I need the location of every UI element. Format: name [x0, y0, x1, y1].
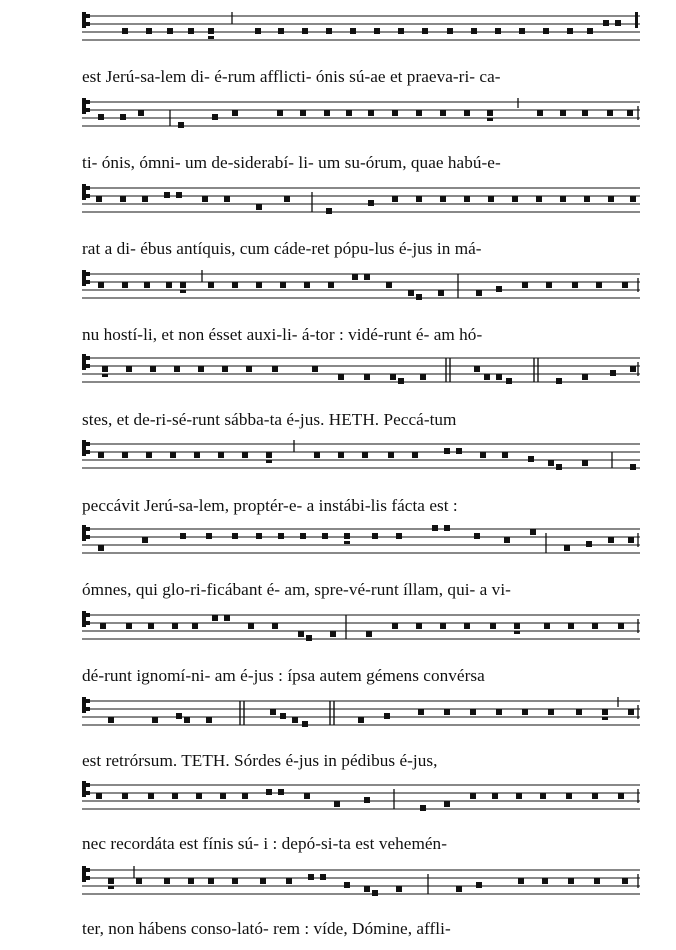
chant-staff-7 — [82, 523, 642, 557]
lyric-line-2: ti- ónis, ómni- um de-siderabí- li- um su-órum, quae habú-e- — [82, 153, 501, 172]
chant-staff-3 — [82, 182, 642, 216]
lyric-line-5 — [82, 409, 644, 431]
lyric-line-7: ómnes, qui glo-ri-ficábant é- am, spre-vé-runt íllam, qui- a vi- — [82, 580, 511, 599]
lyric-line-3: rat a di- ébus antíquis, cum cáde-ret pópu-lus é-jus in má- — [82, 239, 482, 258]
lyric-line-5-text: stes, et de-ri-sé-runt sábba-ta é-jus. HETH. Peccá-tum — [82, 410, 457, 429]
chant-staff-10 — [82, 779, 642, 813]
lyric-line-9: est retrórsum. TETH. Sórdes é-jus in pédibus é-jus, — [82, 751, 438, 770]
lyric-line-10: nec recordáta est fínis sú- i : depó-si-ta est vehemén- — [82, 834, 447, 853]
chant-staff-8 — [82, 609, 642, 643]
lyric-line-11: ter, non hábens conso-lató- rem : víde, Dómine, affli- — [82, 919, 451, 938]
chant-staff-1 — [82, 10, 642, 44]
lyric-line-8: dé-runt ignomí-ni- am é-jus : ípsa autem gémens convérsa — [82, 666, 485, 685]
chant-staff-9 — [82, 695, 642, 729]
chant-staff-4 — [82, 268, 642, 302]
chant-staff-6 — [82, 438, 642, 472]
chant-staff-11 — [82, 864, 642, 898]
chant-staff-2 — [82, 96, 642, 130]
lyric-line-6: peccávit Jerú-sa-lem, proptér-e- a instábi-lis fácta est : — [82, 496, 458, 515]
chant-staff-5 — [82, 352, 642, 386]
lyric-line-4: nu hostí-li, et non ésset auxi-li- á-tor : vidé-runt é- am hó- — [82, 325, 483, 344]
lyric-line-1: est Jerú-sa-lem di- é-rum afflicti- ónis sú-ae et praeva-ri- ca- — [82, 67, 501, 86]
